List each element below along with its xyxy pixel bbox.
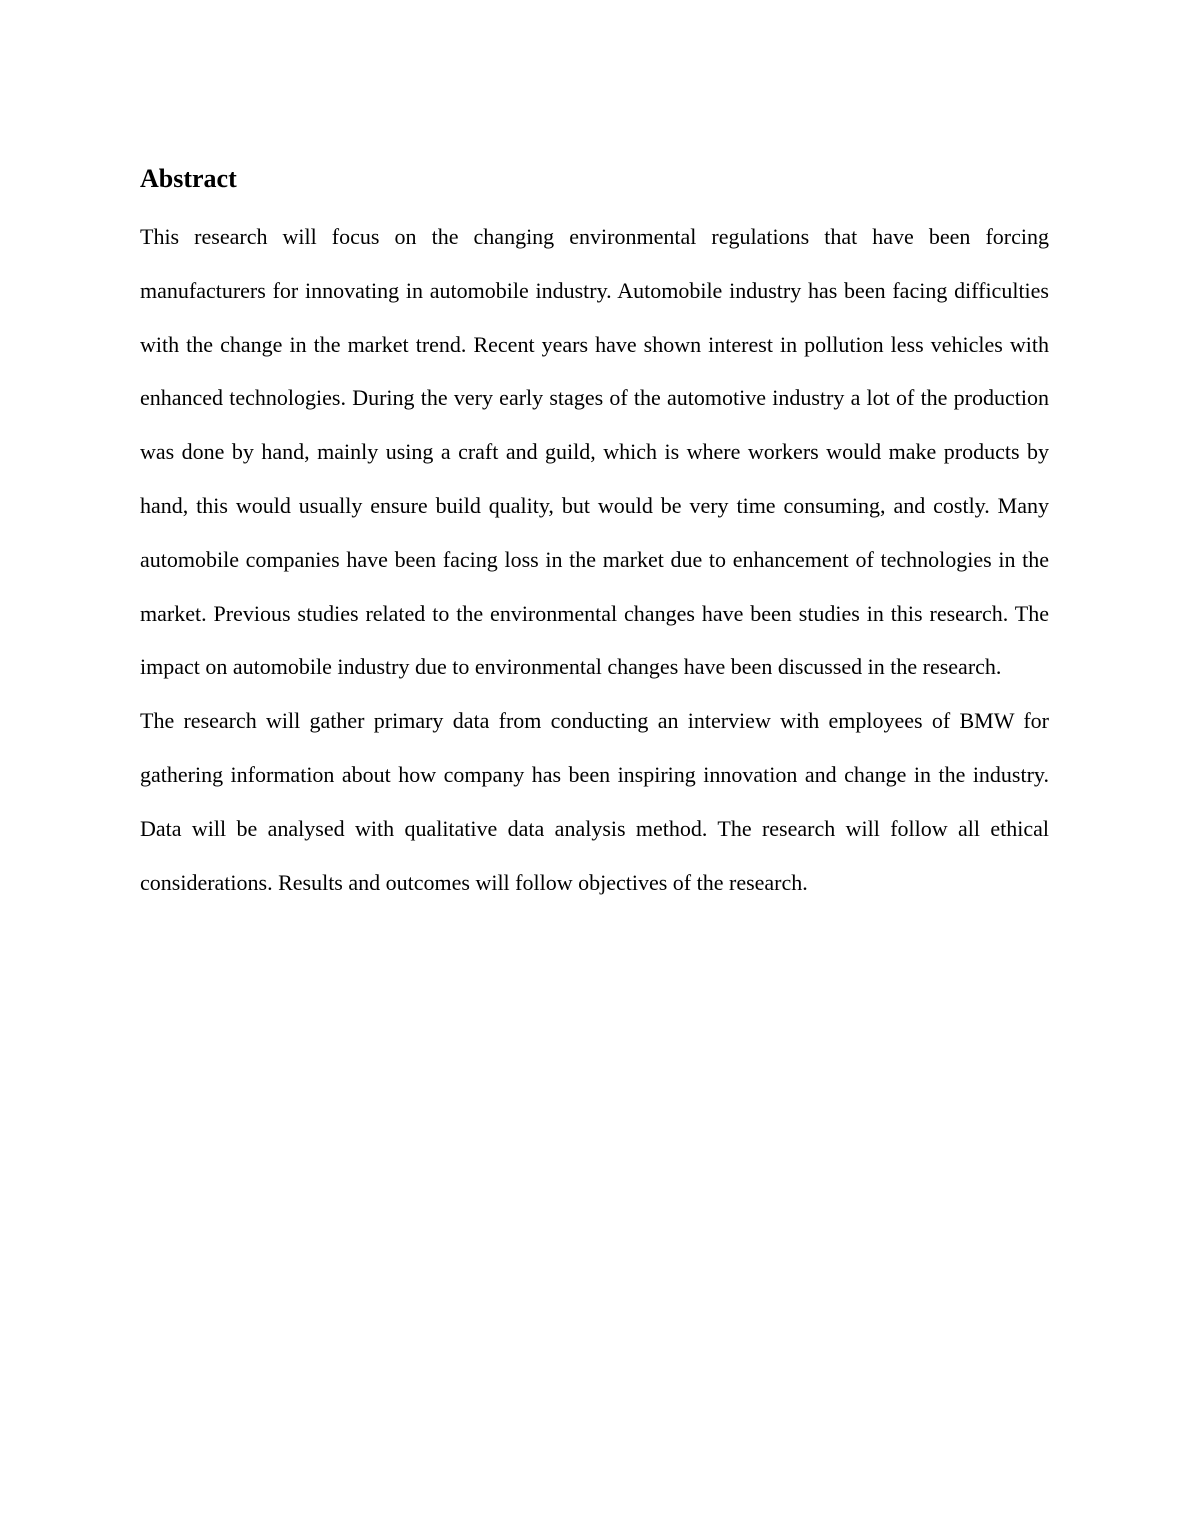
- abstract-heading: Abstract: [140, 164, 237, 193]
- abstract-paragraph-1: This research will focus on the changing environmental regulations that have been forcing manufacturers for innovating in automobile industry. Automobile industry has been facing difficulties with the change in the market trend. Recent years have shown interest in pollution less vehicles with enhanced technologies. During the very early stages of the automotive industry a lot of the production was done by hand, mainly using a craft and guild, which is where workers would make products by hand, this would usually ensure build quality, but would be very time consuming, and costly. Many automobile companies have been facing loss in the market due to enhancement of technologies in the market. Previous studies related to the environmental changes have been studies in this research. The impact on automobile industry due to environmental changes have been discussed in the research.: [140, 224, 1049, 680]
- abstract-section: [140, 162, 1049, 909]
- abstract-paragraph-2: The research will gather primary data from conducting an interview with employees of BMW for gathering information about how company has been inspiring innovation and change in the industry. Data will be analysed with qualitative data analysis method. The research will follow all ethical considerations. Results and outcomes will follow objectives of the research.: [140, 708, 1049, 895]
